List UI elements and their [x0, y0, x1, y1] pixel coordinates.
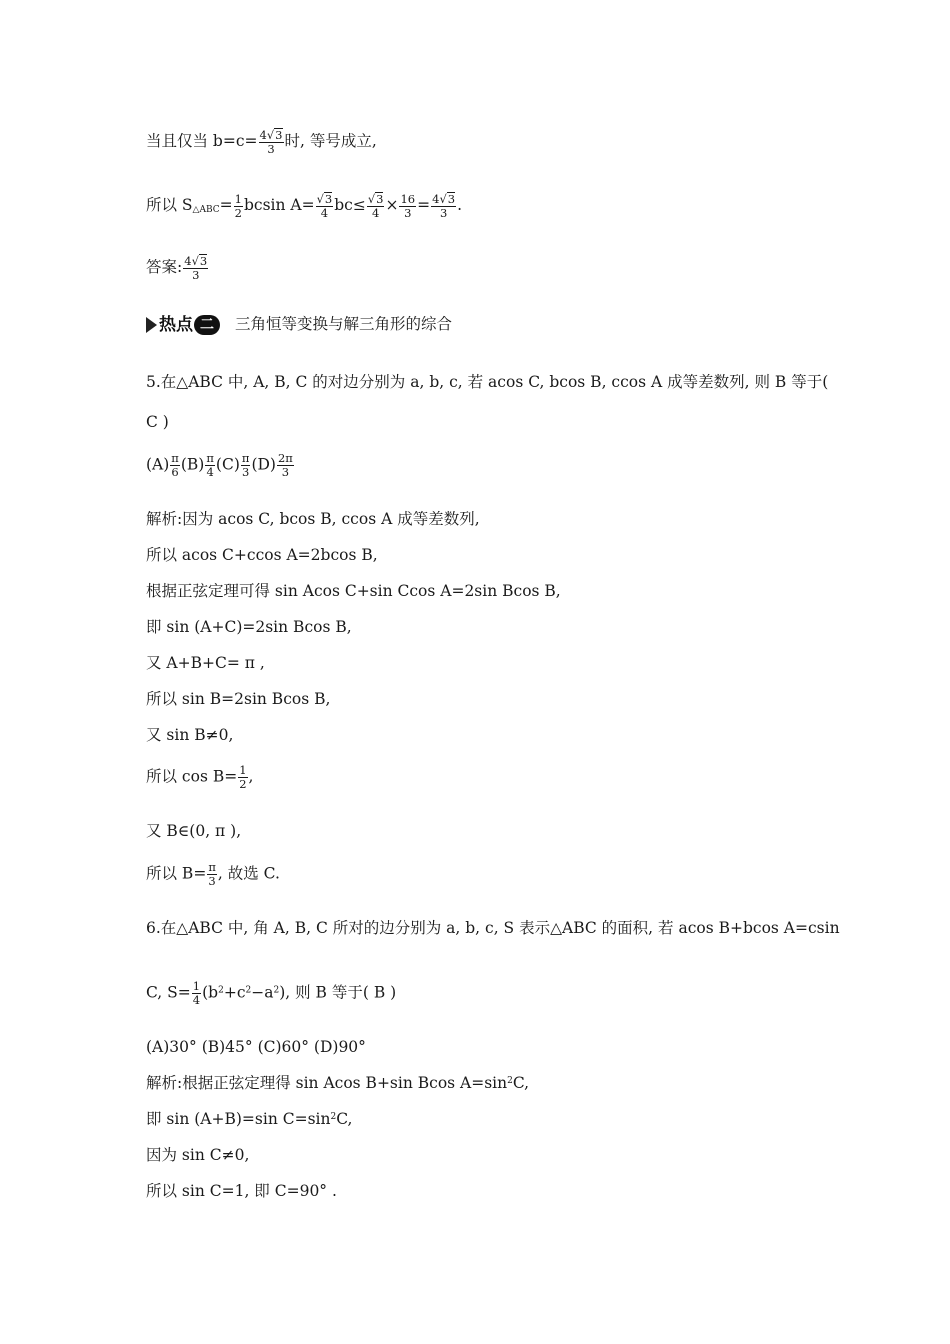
q5-solution-7: 又 sin B≠0,	[146, 726, 234, 744]
play-triangle-icon	[146, 317, 157, 333]
q6-solution-3: 因为 sin C≠0,	[146, 1146, 250, 1164]
q5-solution-9: 又 B∈(0, π ),	[146, 822, 242, 840]
text: 时, 等号成立,	[284, 132, 377, 150]
q6-solution-2: 即 sin (A+B)=sin $C=\sin^2C$,	[146, 1110, 353, 1128]
q5-solution-10: 所以 B= $\frac{\pi}{3}$ , 故选 C.	[146, 860, 280, 888]
fraction: $\frac{4√3}{3}$	[259, 128, 283, 156]
hotspot-badge: 热点 二	[146, 314, 220, 336]
text: 当且仅当 b=c=	[146, 132, 258, 150]
q5-options: (A) $\frac{\pi}{6}$ (B) $\frac{\pi}{4}$ (C) $\frac{\pi}{3}$ (D) $\frac{2\pi}{3}$	[146, 451, 293, 479]
area-line: 所以 $S_{\triangle ABC}=$ $\frac{1}{2}$ bcsin A= $\frac{√3}{4}$ bc≤ $\frac{√3}{4}$ × $\frac{16}{3}$ = $\frac{4√3}{3}$ .	[146, 191, 463, 220]
q5-solution-6: 所以 sin B=2sin Bcos B,	[146, 690, 331, 708]
q5-solution-4: 即 sin (A+C)=2sin Bcos B,	[146, 618, 352, 636]
q5-solution-5: 又 A+B+C= π ,	[146, 654, 265, 672]
equality-condition-line	[146, 128, 377, 156]
q6-stem-1: 6.在△ABC 中, 角 A, B, C 所对的边分别为 a, b, c, S 表示△ABC 的面积, 若 acos B+bcos A=csin	[146, 919, 840, 937]
q6-options: (A)30° (B)45° (C)60° (D)90°	[146, 1038, 366, 1056]
q5-solution-8: 所以 cos B= $\frac{1}{2}$ ,	[146, 763, 254, 791]
q5-solution-2: 所以 acos C+ccos A=2bcos B,	[146, 546, 378, 564]
section-header	[146, 314, 452, 336]
q5-solution-3: 根据正弦定理可得 sin Acos C+sin Ccos A=2sin Bcos B,	[146, 582, 561, 600]
q5-solution-1: 解析:因为 acos C, bcos B, ccos A 成等差数列,	[146, 510, 480, 528]
answer-line: 答案: $\frac{4√3}{3}$	[146, 254, 208, 282]
q5-stem: 5.在△ABC 中, A, B, C 的对边分别为 a, b, c, 若 acos C, bcos B, ccos A 成等差数列, 则 B 等于(	[146, 373, 829, 391]
q5-answer: C )	[146, 413, 169, 431]
q6-stem-2: C, S= $\frac{1}{4}$ $(b^2+c^2-a^2)$, 则 B 等于( B )	[146, 979, 397, 1007]
q6-solution-1: 解析:根据正弦定理得 sin Acos B+sin Bcos $A=\sin^2C$,	[146, 1074, 530, 1092]
section-title: 三角恒等变换与解三角形的综合	[234, 315, 452, 333]
q6-solution-4: 所以 sin C=1, 即 C=90° .	[146, 1182, 337, 1200]
